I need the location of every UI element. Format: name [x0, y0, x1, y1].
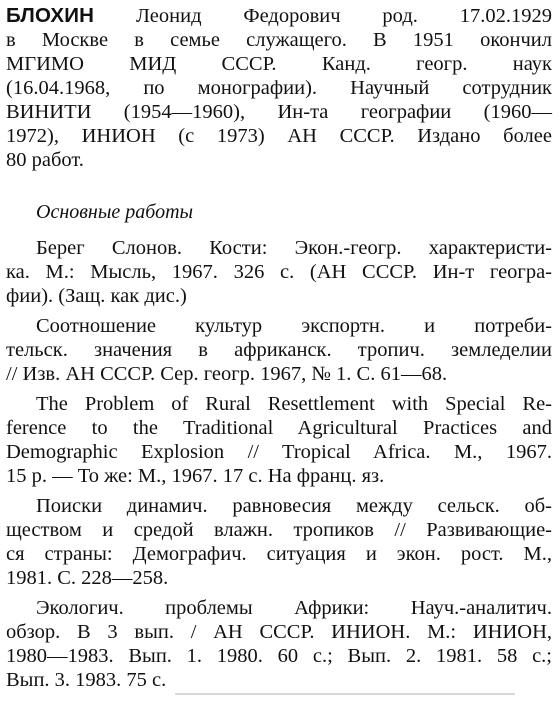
bio-line-1: [6, 4, 552, 28]
work-2-line-2: тельск. значения в африканск. тропич. земледелии: [6, 339, 552, 361]
work-3-line-1: The Problem of Rural Resettlement with Special Re-: [36, 393, 552, 415]
bio-line-5: ВИНИТИ (1954—1960), Ин-та географии (1960—: [6, 101, 552, 123]
bio-line-1-text: Леонид Федорович род. 17.02.1929: [94, 5, 552, 27]
work-1-line-1: Берег Слонов. Кости: Экон.-геогр. характеристи-: [36, 237, 552, 259]
work-5-line-2: обзор. В 3 вып. / АН СССР. ИНИОН. М.: ИНИОН,: [6, 621, 552, 643]
work-3-line-3: Demographic Explosion // Tropical Africa. M., 1967.: [6, 441, 552, 463]
work-2-line-1: Соотношение культур экспортн. и потреби-: [36, 315, 552, 337]
work-5-line-3: 1980—1983. Вып. 1. 1980. 60 с.; Вып. 2. 1981. 58 с.;: [6, 645, 552, 667]
work-5-line-4: Вып. 3. 1983. 75 с.: [6, 669, 167, 691]
bio-line-6: 1972), ИНИОН (с 1973) АН СССР. Издано более: [6, 125, 552, 147]
author-surname: БЛОХИН: [6, 4, 95, 27]
work-1-line-3: фии). (Защ. как дис.): [6, 285, 187, 307]
work-3-line-4: 15 р. — То же: М., 1967. 17 с. На франц. яз.: [6, 465, 385, 487]
bio-line-3: МГИМО МИД СССР. Канд. геогр. наук: [6, 53, 552, 75]
work-2-line-3: // Изв. АН СССР. Сер. геогр. 1967, № 1. С. 61—68.: [6, 363, 448, 385]
work-5-line-1: Экологич. проблемы Африки: Науч.-аналитич.: [36, 597, 552, 619]
bio-line-2: в Москве в семье служащего. В 1951 окончил: [6, 29, 552, 51]
work-4-line-1: Поиски динамич. равновесия между сельск. об-: [36, 495, 552, 517]
bio-line-4: (16.04.1968, по монографии). Научный сотрудник: [6, 77, 552, 99]
work-4-line-4: 1981. С. 228—258.: [6, 567, 169, 589]
section-heading: Основные работы: [36, 201, 194, 223]
work-4-line-2: ществом и средой влажн. тропиков // Развивающие-: [6, 519, 552, 541]
bio-line-7: 80 работ.: [6, 149, 84, 171]
work-3-line-2: ference to the Traditional Agricultural Practices and: [6, 417, 552, 439]
scan-edge-divider: [175, 693, 515, 695]
work-1-line-2: ка. М.: Мысль, 1967. 326 с. (АН СССР. Ин-т геогра-: [6, 261, 552, 283]
work-4-line-3: ся страны: Демографич. ситуация и экон. рост. М.,: [6, 543, 552, 565]
